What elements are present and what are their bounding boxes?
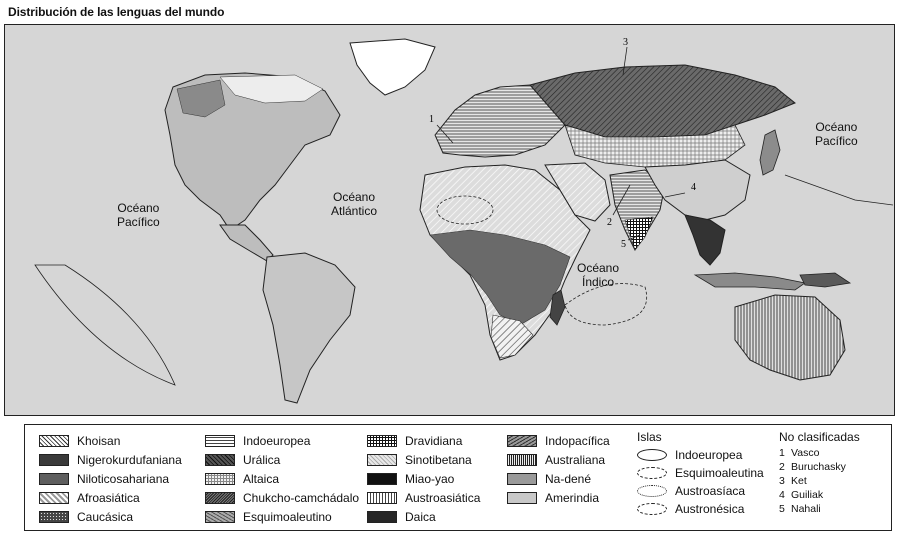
legend-unclassified-4: 4 Guiliak — [779, 489, 824, 501]
legend-item-australiana: Australiana — [507, 450, 610, 469]
legend-item-uralica: Urálica — [205, 450, 359, 469]
map-number-1: 1 — [429, 114, 434, 125]
legend-column-1 — [39, 431, 182, 526]
legend-item-indopacifica: Indopacífica — [507, 431, 610, 450]
legend-islands-heading: Islas — [637, 430, 662, 444]
legend-island-austronesica: Austronésica — [637, 500, 764, 518]
map-number-4: 4 — [691, 182, 696, 193]
ocean-label-atlantic: Océano Atlántico — [331, 190, 378, 218]
map-title: Distribución de las lenguas del mundo — [8, 5, 225, 19]
legend-item-daica: Daica — [367, 507, 480, 526]
legend-unclassified-heading: No clasificadas — [779, 430, 860, 444]
legend-item-sinotibetana: Sinotibetana — [367, 450, 480, 469]
legend-item-altaica: Altaica — [205, 469, 359, 488]
map-legend — [24, 424, 892, 531]
world-language-map — [4, 24, 895, 416]
legend-item-niloticosahariana: Niloticosahariana — [39, 469, 182, 488]
ocean-label-pacific-east: Océano Pacífico — [815, 120, 858, 148]
legend-item-afroasiatica: Afroasiática — [39, 488, 182, 507]
legend-item-caucasica: Caucásica — [39, 507, 182, 526]
legend-column-3 — [367, 431, 480, 526]
legend-island-esquimoaleutina: Esquimoaleutina — [637, 464, 764, 482]
map-number-3: 3 — [623, 37, 628, 48]
legend-item-esquimoaleutino: Esquimoaleutino — [205, 507, 359, 526]
legend-unclassified — [779, 429, 860, 516]
legend-unclassified-2: 2 Buruchasky — [779, 461, 846, 473]
legend-item-indoeuropea: Indoeuropea — [205, 431, 359, 450]
legend-item-na-dene: Na-dené — [507, 469, 610, 488]
legend-item-khoisan: Khoisan — [39, 431, 182, 450]
legend-island-austroasiaca: Austroasíaca — [637, 482, 764, 500]
legend-item-austroasiatica: Austroasiática — [367, 488, 480, 507]
legend-unclassified-1: 1 Vasco — [779, 447, 820, 459]
legend-item-nigerokurdufaniana: Nigerokurdufaniana — [39, 450, 182, 469]
map-number-5: 5 — [621, 239, 626, 250]
legend-column-4 — [507, 431, 610, 507]
ocean-label-indian: Océano Índico — [577, 261, 620, 289]
legend-item-dravidiana: Dravidiana — [367, 431, 480, 450]
map-number-2: 2 — [607, 217, 612, 228]
legend-item-amerindia: Amerindia — [507, 488, 610, 507]
legend-item-chukcho-camchadalo: Chukcho-camchádalo — [205, 488, 359, 507]
legend-unclassified-5: 5 Nahali — [779, 503, 821, 515]
legend-island-indoeuropea: Indoeuropea — [637, 446, 764, 464]
legend-islands — [637, 429, 764, 518]
legend-item-miao-yao: Miao-yao — [367, 469, 480, 488]
legend-unclassified-3: 3 Ket — [779, 475, 807, 487]
legend-column-2 — [205, 431, 359, 526]
ocean-label-pacific-west: Océano Pacífico — [117, 201, 160, 229]
